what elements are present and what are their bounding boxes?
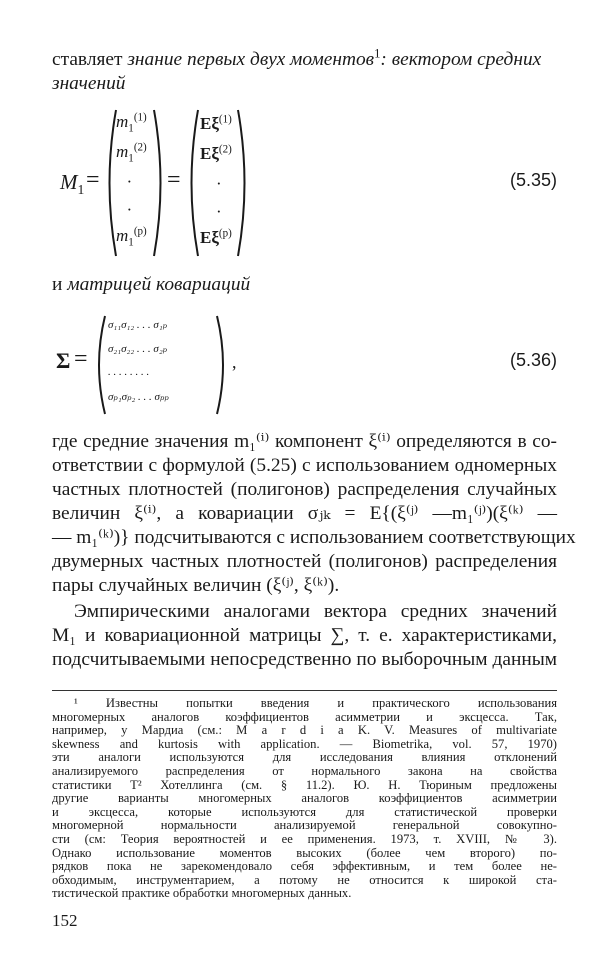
left-paren-3 bbox=[92, 314, 108, 416]
cov-row-4: σₚ₁σₚ₂ . . . σₚₚ bbox=[108, 391, 169, 403]
mean-dot-2: · bbox=[127, 200, 132, 219]
footnote-line-15: тистической практике обработки многомерных данных. bbox=[52, 886, 352, 901]
footnote-line-7: статистики T² Хотеллинга (см. § 11.2). Ю. Н. Тюриным предложены bbox=[52, 777, 557, 792]
expect-2: $E\xi^{(2)}$ bbox=[200, 143, 232, 163]
mean-mp: $m_1^{(p)}$ bbox=[116, 225, 147, 249]
para1-line-1: где средние значения m₁⁽ⁱ⁾ компонент ξ⁽ⁱ⁾ определяются в со- bbox=[52, 431, 557, 452]
footnote-line-5: эти аналоги используются для исследования влияния отклонений bbox=[52, 750, 557, 765]
footnote-line-1: ¹ Известны попытки введения и практического использования bbox=[74, 696, 557, 710]
equation-number-5-35: (5.35) bbox=[510, 170, 558, 190]
footnote-line-13: рядков пока не зарекомендовало себя эффективным, и тем более не- bbox=[52, 859, 557, 874]
footnote-line-14: обходимым, инструментарием, а потому не относится к широкой ста- bbox=[52, 872, 557, 887]
right-paren-2 bbox=[234, 108, 252, 258]
intro-line-1: ставляет знание первых двух моментов$^1$: вектором средних bbox=[52, 46, 542, 70]
equation-number-5-36: (5.36) bbox=[510, 350, 558, 370]
para2-line-1: Эмпирическими аналогами вектора средних значений bbox=[74, 601, 557, 622]
footnote-line-2: многомерных аналогов коэффициентов асимметрии и эксцесса. Так, bbox=[52, 709, 557, 724]
eq-equals-3: = bbox=[74, 346, 88, 372]
para1-line-4: величин ξ⁽ⁱ⁾, а ковариации σⱼₖ = E{(ξ⁽ʲ⁾ —m₁⁽ʲ⁾)(ξ⁽ᵏ⁾ — bbox=[52, 503, 557, 524]
footnote-line-8: другие варианты многомерных аналогов коэффициентов асимметрии bbox=[52, 791, 557, 806]
mean-dot-1: · bbox=[127, 172, 132, 191]
eq-comma: , bbox=[232, 352, 237, 372]
emphasis-text: знание первых двух моментов bbox=[127, 49, 375, 70]
cov-row-2: σ₂₁σ₂₂ . . . σ₂ₚ bbox=[108, 343, 168, 355]
para1-line-5: — m₁⁽ᵏ⁾)} подсчитываются с использованием соответствующих bbox=[52, 527, 576, 548]
footnote-line-3: например, у Мардиа (см.: M a r d i a K. V. Measures of multivariate bbox=[52, 723, 557, 738]
mean-m1: $m_1^{(1)}$ bbox=[116, 111, 147, 135]
expect-dot-1: · bbox=[216, 174, 222, 193]
cov-intro-line: и матрицей ковариаций bbox=[52, 274, 251, 295]
para1-line-6: двумерных частных плотностей (полигонов) распределения bbox=[52, 551, 557, 572]
footnote-divider bbox=[52, 690, 557, 691]
intro-line-2: значений bbox=[52, 73, 126, 94]
equation-5-36 bbox=[0, 310, 610, 420]
para1-line-7: пары случайных величин (ξ⁽ʲ⁾, ξ⁽ᵏ⁾). bbox=[52, 575, 340, 596]
equation-5-35 bbox=[0, 100, 610, 260]
para1-line-3: частных плотностей (полигонов) распределения случайных bbox=[52, 479, 557, 500]
right-paren-3 bbox=[214, 314, 230, 416]
expect-dot-2: · bbox=[216, 202, 222, 221]
eq-equals-2: = bbox=[167, 167, 181, 193]
footnote-mark: 1 bbox=[374, 46, 381, 61]
para2-line-2: M₁ и ковариационной матрицы ∑, т. е. характеристиками, bbox=[52, 625, 557, 646]
eq-lhs-sigma: Σ bbox=[56, 348, 71, 373]
footnote-line-4: skewness and kurtosis with application. — Biometrika, vol. 57, 1970) bbox=[52, 736, 557, 751]
expect-1: $E\xi^{(1)}$ bbox=[200, 113, 232, 133]
eq-equals-1: = bbox=[86, 167, 100, 193]
cov-row-3: . . . . . . . . bbox=[108, 366, 150, 378]
footnote-line-10: многомерной нормальности анализируемой генеральной совокупно- bbox=[52, 818, 557, 833]
cov-row-1: σ₁₁σ₁₂ . . . σ₁ₚ bbox=[108, 319, 168, 331]
para1-line-2: ответствии с формулой (5.25) с использованием одномерных bbox=[52, 455, 557, 476]
page-number: 152 bbox=[52, 911, 78, 930]
right-paren-1 bbox=[150, 108, 168, 258]
footnote-line-11: сти (см: Теория вероятностей и ее применения. 1973, т. XVIII, № 3). bbox=[52, 832, 557, 846]
footnote-line-6: анализируемого распределения от нормального закона на свойства bbox=[52, 764, 557, 778]
mean-m2: $m_1^{(2)}$ bbox=[116, 141, 147, 165]
expect-p: $E\xi^{(p)}$ bbox=[200, 227, 232, 247]
footnote-line-12: Однако использование моментов высоких (более чем второго) по- bbox=[52, 845, 557, 860]
footnote-line-9: и эксцесса, которые используются для статистической проверки bbox=[52, 804, 557, 819]
para2-line-3: подсчитываемыми непосредственно по выборочным данным bbox=[52, 649, 557, 670]
eq-lhs-m1: $M_1$ bbox=[60, 170, 85, 198]
